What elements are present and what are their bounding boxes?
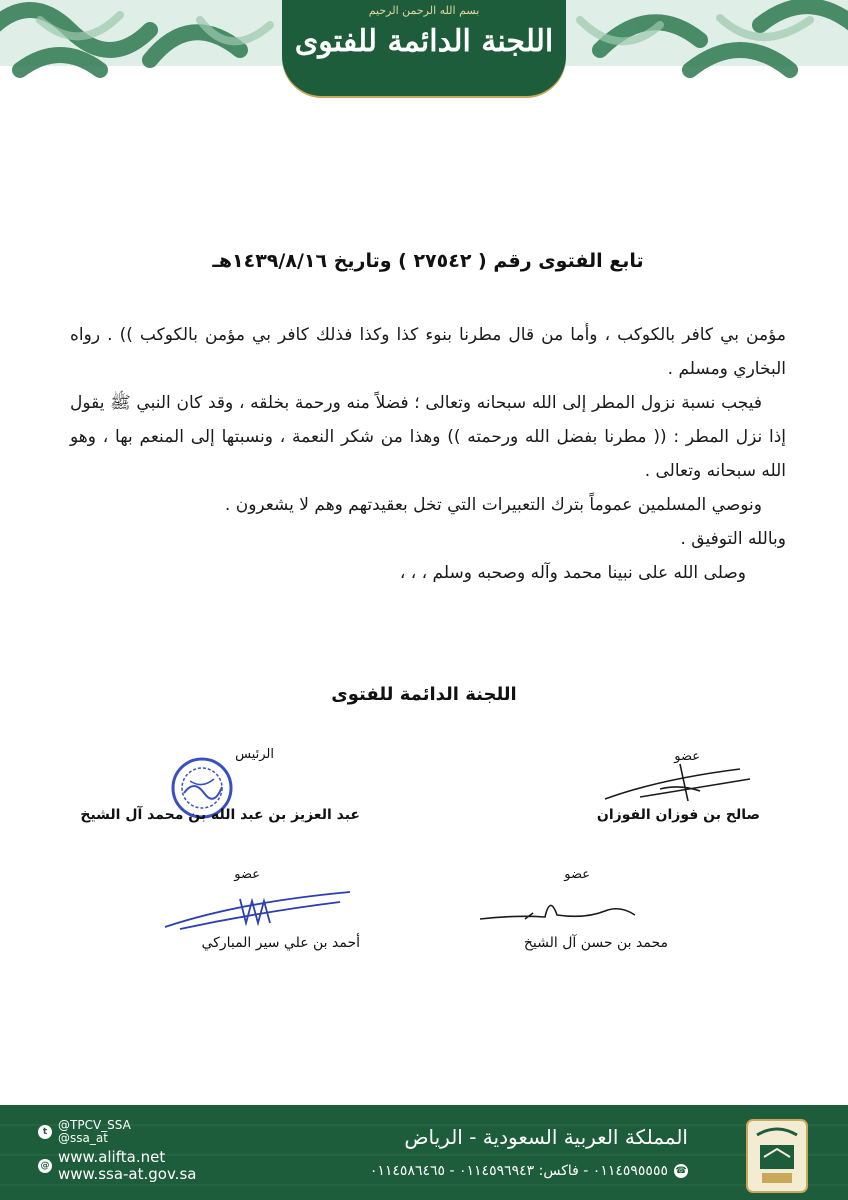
committee-name: اللجنة الدائمة للفتوى bbox=[331, 684, 517, 705]
phone-numbers-row bbox=[370, 1163, 688, 1179]
website-link-1[interactable]: www.alifta.net bbox=[58, 1148, 166, 1166]
signature-member-1 bbox=[580, 745, 770, 825]
member3-role: عضو bbox=[564, 867, 590, 882]
member3-name: محمد بن حسن آل الشيخ bbox=[523, 935, 668, 951]
paragraph-3: ونوصي المسلمين عموماً بترك التعبيرات التي تخل بعقيدتهم وهم لا يشعرون . bbox=[224, 495, 762, 515]
paragraph-2: فيجب نسبة نزول المطر إلى الله سبحانه وتعالى ؛ فضلاً منه ورحمة بخلقه ، وقد كان النبي ﷺ يقول إذا نزل المطر : (( مطرنا بفضل الله ورحمته )) وهذا من شكر النعمة ، ونسبتها إلى المنعم بها ، وهو الله سبحانه وتعالى . bbox=[70, 393, 786, 481]
social-handles bbox=[38, 1118, 131, 1145]
phone-numbers: ٠١١٤٥٩٥٥٥٥ - فاكس: ٠١١٤٥٩٦٩٤٣ - ٠١١٤٥٨٦٤٦٥ bbox=[369, 1163, 668, 1179]
paragraph-4: وبالله التوفيق . bbox=[680, 529, 786, 549]
kingdom-location: المملكة العربية السعودية - الرياض bbox=[404, 1125, 688, 1149]
member1-signature bbox=[600, 759, 760, 809]
member2-signature bbox=[160, 887, 360, 937]
paragraph-closing: وصلى الله على نبينا محمد وآله وصحبه وسلم ، ، ، bbox=[399, 563, 746, 583]
signature-president bbox=[70, 745, 360, 825]
member1-role: عضو bbox=[674, 749, 700, 764]
paragraph-1: مؤمن بي كافر بالكوكب ، وأما من قال مطرنا بنوء كذا وكذا فذلك كافر بي مؤمن بالكوكب )) . رواه البخاري ومسلم . bbox=[70, 325, 786, 379]
member1-name: صالح بن فوزان الفوزان bbox=[596, 807, 760, 823]
web-icon: @ bbox=[38, 1159, 52, 1173]
president-name: عبد العزيز بن عبد الله بن محمد آل الشيخ bbox=[80, 807, 360, 823]
header-title: اللجنة الدائمة للفتوى bbox=[294, 24, 554, 59]
twitter-handle-2[interactable]: @ssa_at bbox=[58, 1131, 108, 1145]
member2-role: عضو bbox=[234, 867, 260, 882]
websites bbox=[38, 1148, 197, 1183]
member3-signature bbox=[475, 885, 645, 935]
fatwa-body bbox=[70, 250, 786, 590]
fatwa-title: تابع الفتوى رقم ( ٢٧٥٤٢ ) وتاريخ ١٤٣٩/٨/١٦هـ bbox=[212, 250, 644, 272]
twitter-handle-1[interactable]: @TPCV_SSA bbox=[58, 1118, 131, 1132]
letterhead-footer bbox=[0, 1105, 848, 1200]
phone-icon: ☎ bbox=[675, 1166, 687, 1176]
president-role: الرئيس bbox=[235, 747, 274, 762]
committee-logo bbox=[742, 1115, 812, 1195]
member2-name: أحمد بن علي سير المباركي bbox=[201, 935, 360, 951]
letterhead-header bbox=[0, 0, 848, 100]
website-link-2[interactable]: www.ssa-at.gov.sa bbox=[58, 1165, 197, 1183]
header-title-plate bbox=[282, 0, 566, 96]
signature-member-3 bbox=[470, 865, 680, 955]
twitter-icon: t bbox=[38, 1125, 52, 1139]
signature-member-2 bbox=[150, 865, 370, 955]
basmala: بسم الله الرحمن الرحيم bbox=[368, 4, 480, 17]
